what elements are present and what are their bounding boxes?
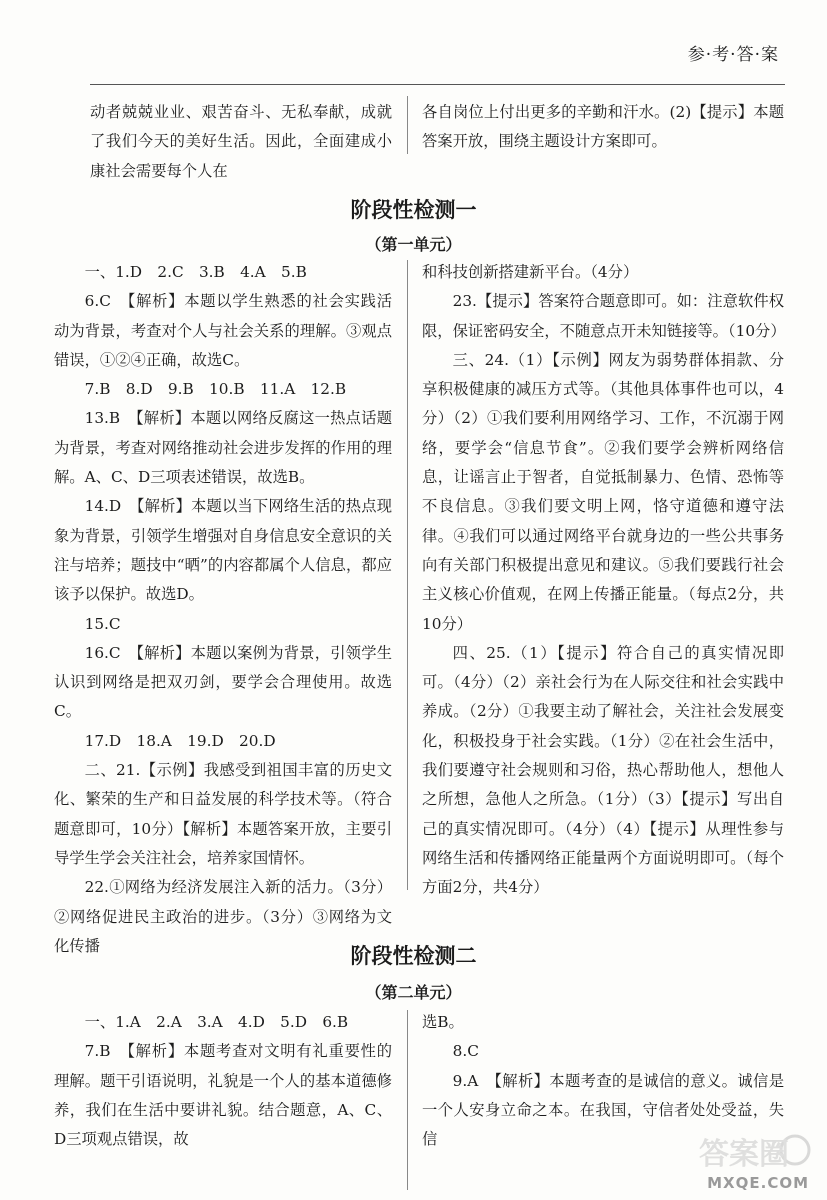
s1-left-para-9: 22.①网络为经济发展注入新的活力。（3分）②网络促进民主政治的进步。（3分）③网络为文化传播: [54, 878, 392, 955]
s1-right-para-2: 三、24.（1）【示例】网友为弱势群体捐款、分享积极健康的减压方式等。（其他具体事件也可以，4分）（2）①我们要利用网络学习、工作，不沉溺于网络，要学会“信息节食”。②我们要学会辨析网络信息，让谣言止于智者，自觉抵制暴力、色情、恐怖等不良信息。③我们要文明上网，恪守道德和遵守法律。④我们可以通过网络平台就身边的一些公共事务向有关部门积极提出意见和建议。⑤我们要践行社会主义核心价值观，在网上传播正能量。（每点2分，共10分）: [422, 350, 784, 633]
top-column-divider: [407, 96, 408, 154]
s1-left-para-3: 13.B 【解析】本题以网络反腐这一热点话题为背景，考查对网络推动社会进步发挥的作用的理解。A、C、D三项表述错误，故选B。: [54, 409, 392, 487]
s2-left-para-0: 一、1.A 2.A 3.A 4.D 5.D 6.B: [84, 1013, 349, 1031]
watermark-glyphs: 答案圈: [699, 1137, 789, 1172]
watermark-text: MXQE.COM: [707, 1174, 809, 1192]
section-1-left-column: [54, 258, 392, 961]
section-1-right-column: [422, 258, 784, 903]
section-2-subtitle: （第二单元）: [365, 983, 462, 1002]
section-1-subtitle: （第一单元）: [365, 235, 462, 254]
top-right-text: 各自岗位上付出更多的辛勤和汗水。(2)【提示】本题答案开放，围绕主题设计方案即可。: [422, 103, 784, 151]
top-left-column: [90, 98, 392, 186]
s2-right-para-1: 8.C: [452, 1042, 479, 1061]
s1-left-para-4: 14.D 【解析】本题以当下网络生活的热点现象为背景，引领学生增强对自身信息安全意识的关注与培养；题技中“晒”的内容都属个人信息，都应该予以保护。故选D。: [54, 497, 392, 604]
s1-left-para-1: 6.C 【解析】本题以学生熟悉的社会实践活动为背景，考查对个人与社会关系的理解。③观点错误，①②④正确，故选C。: [54, 292, 392, 369]
s1-left-para-0: 一、1.D 2.C 3.B 4.A 5.B: [84, 263, 307, 281]
s1-left-para-7: 17.D 18.A 19.D 20.D: [84, 731, 276, 750]
header-rule: [90, 84, 785, 85]
s1-left-para-6: 16.C 【解析】本题以案例为背景，引领学生认识到网络是把双刃剑，要学会合理使用。故选C。: [54, 643, 392, 721]
section-2-column-divider: [407, 1010, 408, 1190]
s2-right-para-0: 选B。: [422, 1013, 464, 1031]
section-2-left-column: [54, 1008, 392, 1154]
page-header-title: 参·考·答·案: [687, 45, 779, 65]
s1-right-para-1: 23.【提示】答案符合题意即可。如：注意软件权限，保证密码安全，不随意点开未知链接等。（10分）: [422, 292, 786, 340]
s2-right-para-2: 9.A 【解析】本题考查的是诚信的意义。诚信是一个人安身立命之本。在我国，守信者处处受益，失信: [422, 1071, 784, 1149]
section-1-title: 阶段性检测一: [350, 198, 477, 222]
top-right-column: [422, 98, 784, 157]
s1-left-para-5: 15.C: [84, 614, 121, 633]
section-1-column-divider: [407, 260, 408, 890]
top-left-text: 动者兢兢业业、艰苦奋斗、无私奉献，成就了我们今天的美好生活。因此，全面建成小康社会需要每个人在: [90, 103, 392, 180]
s1-right-para-3: 四、25.（1）【提示】符合自己的真实情况即可。（4分）（2）亲社会行为在人际交往和社会实践中养成。（2分）①我要主动了解社会，关注社会发展变化，积极投身于社会实践。（1分）②在社会生活中，我们要遵守社会规则和习俗，热心帮助他人，想他人之所想，急他人之所急。（1分）（3）【提示】写出自己的真实情况即可。（4分）（4）【提示】从理性参与网络生活和传播网络正能量两个方面说明即可。（每个方面2分，共4分）: [422, 643, 784, 897]
s1-left-para-2: 7.B 8.D 9.B 10.B 11.A 12.B: [84, 380, 347, 399]
s1-left-para-8: 二、21.【示例】我感受到祖国丰富的历史文化、繁荣的生产和日益发展的科学技术等。（符合题意即可，10分）【解析】本题答案开放，主要引导学生学会关注社会，培养家国情怀。: [54, 761, 392, 867]
section-2-title: 阶段性检测二: [350, 944, 477, 968]
s1-right-para-0: 和科技创新搭建新平台。（4分）: [422, 263, 639, 281]
s2-left-para-1: 7.B 【解析】本题考查对文明有礼重要性的理解。题干引语说明，礼貌是一个人的基本道德修养，我们在生活中要讲礼貌。结合题意，A、C、D三项观点错误，故: [54, 1042, 392, 1149]
